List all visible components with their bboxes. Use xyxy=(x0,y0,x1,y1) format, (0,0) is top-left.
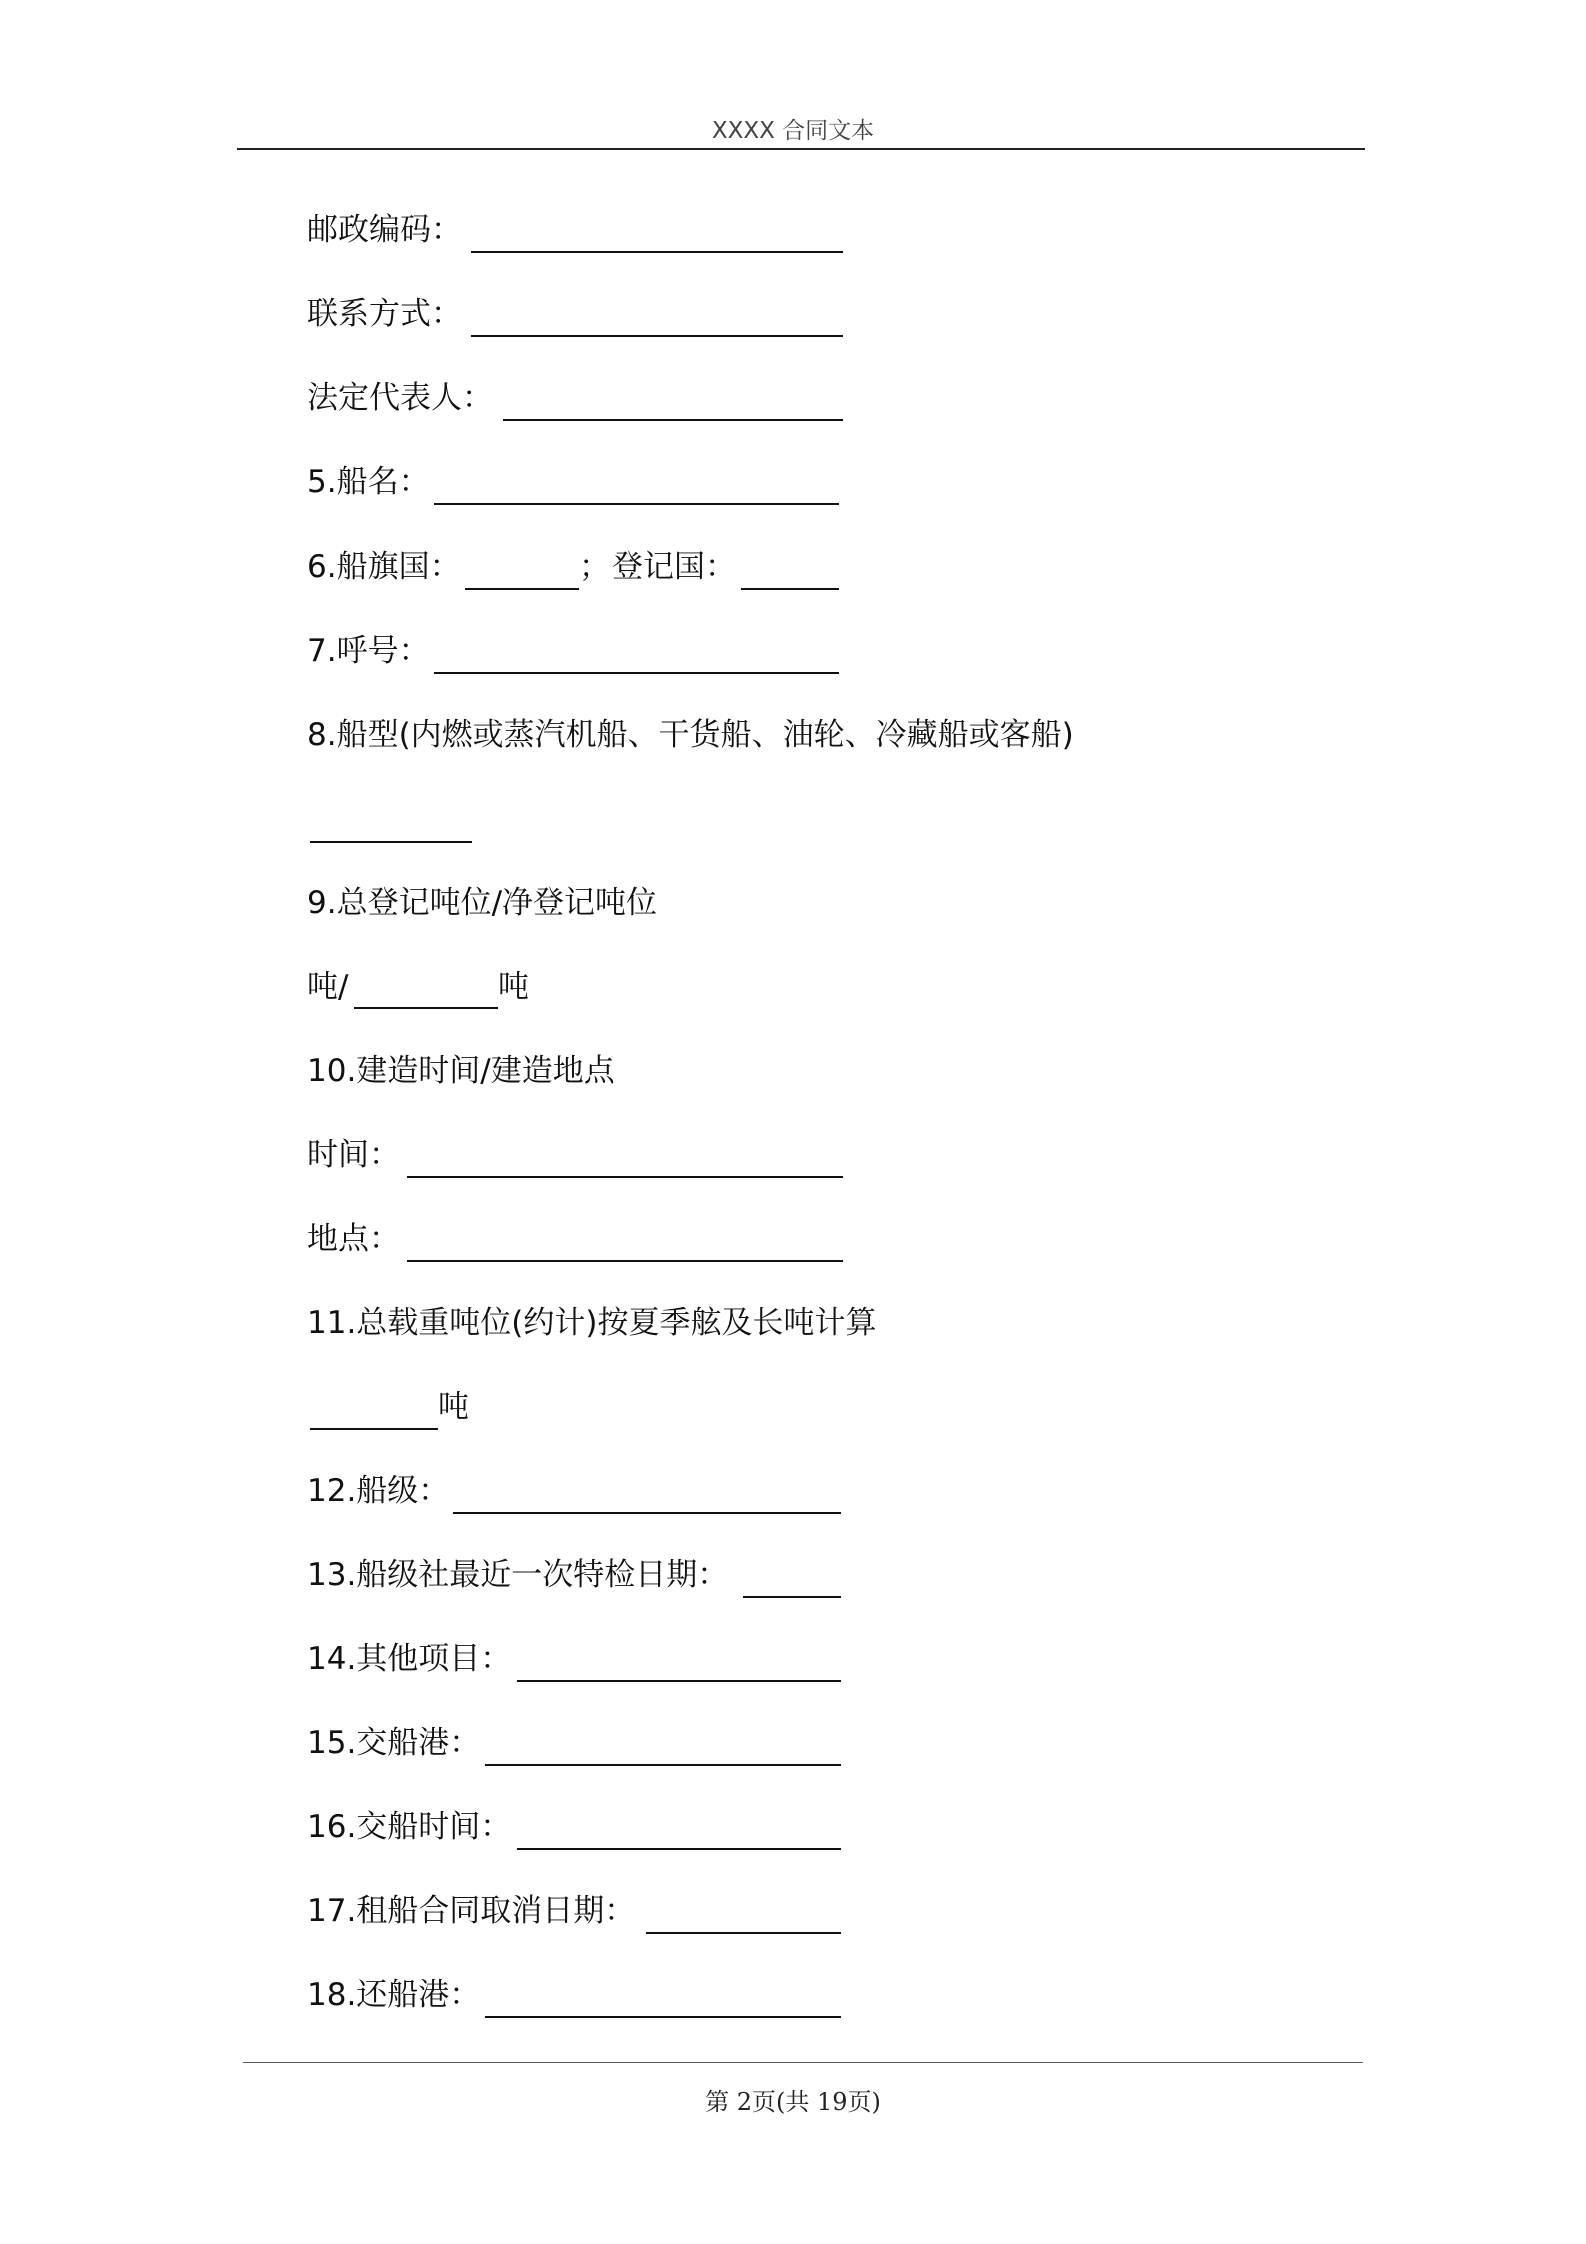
deadweight-unit: 吨 xyxy=(438,1389,469,1425)
deadweight-heading: 11.总载重吨位(约计)按夏季舷及长吨计算 xyxy=(307,1305,877,1341)
cancel-date-label: 17.租船合同取消日期： xyxy=(307,1893,636,1929)
header-title: XXXX 合同文本 xyxy=(711,118,875,144)
net-tonnage-blank[interactable] xyxy=(354,1007,498,1009)
contact-blank[interactable] xyxy=(471,335,843,337)
build-time-label: 时间： xyxy=(307,1137,400,1173)
call-sign-label: 7.呼号： xyxy=(307,633,430,669)
cancel-date-blank[interactable] xyxy=(646,1932,841,1934)
registry-state-blank[interactable] xyxy=(741,588,839,590)
ship-class-blank[interactable] xyxy=(453,1512,841,1514)
ship-type-label: 8.船型(内燃或蒸汽机船、干货船、油轮、冷藏船或客船) xyxy=(307,717,1074,753)
build-place-label: 地点： xyxy=(307,1221,400,1257)
flag-separator: ； xyxy=(579,549,610,585)
contact-label: 联系方式： xyxy=(307,296,462,332)
other-items-blank[interactable] xyxy=(517,1680,841,1682)
header-divider xyxy=(237,148,1365,150)
footer-divider xyxy=(243,2062,1363,2063)
page-number: 第 2页(共 19页) xyxy=(705,2088,881,2116)
delivery-time-blank[interactable] xyxy=(517,1848,841,1850)
call-sign-blank[interactable] xyxy=(434,672,839,674)
other-items-label: 14.其他项目： xyxy=(307,1641,512,1677)
registry-state-label: 登记国： xyxy=(612,549,736,585)
delivery-time-label: 16.交船时间： xyxy=(307,1809,512,1845)
flag-state-label: 6.船旗国： xyxy=(307,549,461,585)
deadweight-blank[interactable] xyxy=(310,1428,438,1430)
redelivery-port-label: 18.还船港： xyxy=(307,1977,481,2013)
redelivery-port-blank[interactable] xyxy=(485,2016,841,2018)
tonnage-heading: 9.总登记吨位/净登记吨位 xyxy=(307,885,658,921)
class-survey-date-label: 13.船级社最近一次特检日期： xyxy=(307,1557,729,1593)
build-time-blank[interactable] xyxy=(407,1176,843,1178)
tonnage-right-unit: 吨 xyxy=(498,969,529,1005)
postal-code-blank[interactable] xyxy=(471,251,843,253)
ship-name-label: 5.船名： xyxy=(307,464,430,500)
build-place-blank[interactable] xyxy=(407,1260,843,1262)
legal-rep-label: 法定代表人： xyxy=(307,380,493,416)
postal-code-label: 邮政编码： xyxy=(307,212,462,248)
class-survey-date-blank[interactable] xyxy=(743,1596,841,1598)
ship-class-label: 12.船级： xyxy=(307,1473,450,1509)
legal-rep-blank[interactable] xyxy=(503,419,843,421)
delivery-port-label: 15.交船港： xyxy=(307,1725,481,1761)
tonnage-left-unit: 吨/ xyxy=(307,969,349,1005)
delivery-port-blank[interactable] xyxy=(485,1764,841,1766)
flag-state-blank[interactable] xyxy=(465,588,579,590)
ship-type-blank[interactable] xyxy=(310,841,472,843)
ship-name-blank[interactable] xyxy=(434,503,839,505)
build-heading: 10.建造时间/建造地点 xyxy=(307,1053,615,1089)
